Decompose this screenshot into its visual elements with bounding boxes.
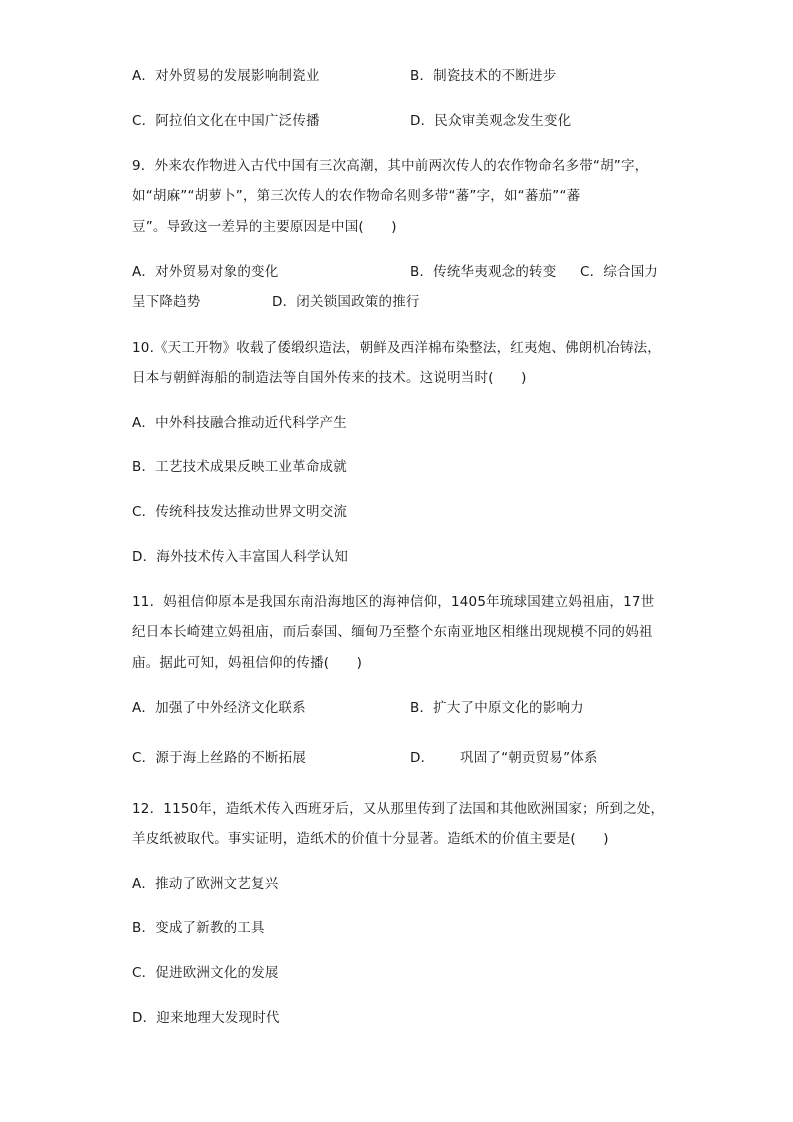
- q12-stem-line1: 12．1150年，造纸术传入西班牙后，又从那里传到了法国和其他欧洲国家；所到之处，: [132, 801, 665, 817]
- q9-stem-line2: 如“胡麻”“胡萝卜”，第三次传人的农作物命名则多带“蕃”字，如“蕃茄”“蕃: [132, 188, 581, 204]
- q10-stem-line1: 10.《天工开物》收载了倭缎织造法，朝鲜及西洋棉布染整法，红夷炮、佛朗机冶铸法，: [132, 340, 661, 356]
- q9-option-d: D．闭关锁国政策的推行: [272, 294, 420, 310]
- q9-stem-line1: 9．外来农作物进入古代中国有三次高潮，其中前两次传人的农作物命名多带“胡”字，: [132, 158, 649, 174]
- q9-option-b: B．传统华夷观念的转变: [410, 264, 557, 280]
- q10-stem-line2: 日本与朝鲜海船的制造法等自国外传来的技术。这说明当时( ): [132, 370, 527, 386]
- q9-option-c-continued: 呈下降趋势: [132, 294, 201, 310]
- q8-option-a: A．对外贸易的发展影响制瓷业: [132, 68, 320, 84]
- q11-option-c: C．源于海上丝路的不断拓展: [132, 750, 307, 766]
- q11-option-a: A．加强了中外经济文化联系: [132, 700, 306, 716]
- q9-option-c: C．综合国力: [580, 264, 659, 280]
- q12-option-a: A．推动了欧洲文艺复兴: [132, 876, 279, 892]
- q8-option-c: C．阿拉伯文化在中国广泛传播: [132, 113, 320, 129]
- q9-stem-line3: 豆”。导致这一差异的主要原因是中国( ): [132, 219, 397, 235]
- q10-option-c: C．传统科技发达推动世界文明交流: [132, 504, 348, 520]
- q12-option-d: D．迎来地理大发现时代: [132, 1010, 280, 1026]
- q10-option-a: A．中外科技融合推动近代科学产生: [132, 415, 347, 431]
- q11-stem-line2: 纪日本长崎建立妈祖庙，而后泰国、缅甸乃至整个东南亚地区相继出现规模不同的妈祖: [132, 624, 653, 640]
- q9-option-a: A．对外贸易对象的变化: [132, 264, 279, 280]
- q12-option-c: C．促进欧洲文化的发展: [132, 965, 279, 981]
- q12-option-b: B．变成了新教的工具: [132, 920, 265, 936]
- q12-stem-line2: 羊皮纸被取代。事实证明，造纸术的价值十分显著。造纸术的价值主要是( ): [132, 831, 609, 847]
- q11-option-b: B．扩大了中原文化的影响力: [410, 700, 584, 716]
- q11-option-d-text: 巩固了“朝贡贸易”体系: [460, 750, 598, 766]
- q11-option-d-label: D．: [410, 750, 435, 766]
- q10-option-b: B．工艺技术成果反映工业革命成就: [132, 459, 347, 475]
- q11-stem-line3: 庙。据此可知，妈祖信仰的传播( ): [132, 655, 363, 671]
- q10-option-d: D．海外技术传入丰富国人科学认知: [132, 549, 349, 565]
- q8-option-d: D．民众审美观念发生变化: [410, 113, 572, 129]
- q8-option-b: B．制瓷技术的不断进步: [410, 68, 557, 84]
- q11-stem-line1: 11．妈祖信仰原本是我国东南沿海地区的海神信仰，1405年琉球国建立妈祖庙，17世: [132, 594, 655, 610]
